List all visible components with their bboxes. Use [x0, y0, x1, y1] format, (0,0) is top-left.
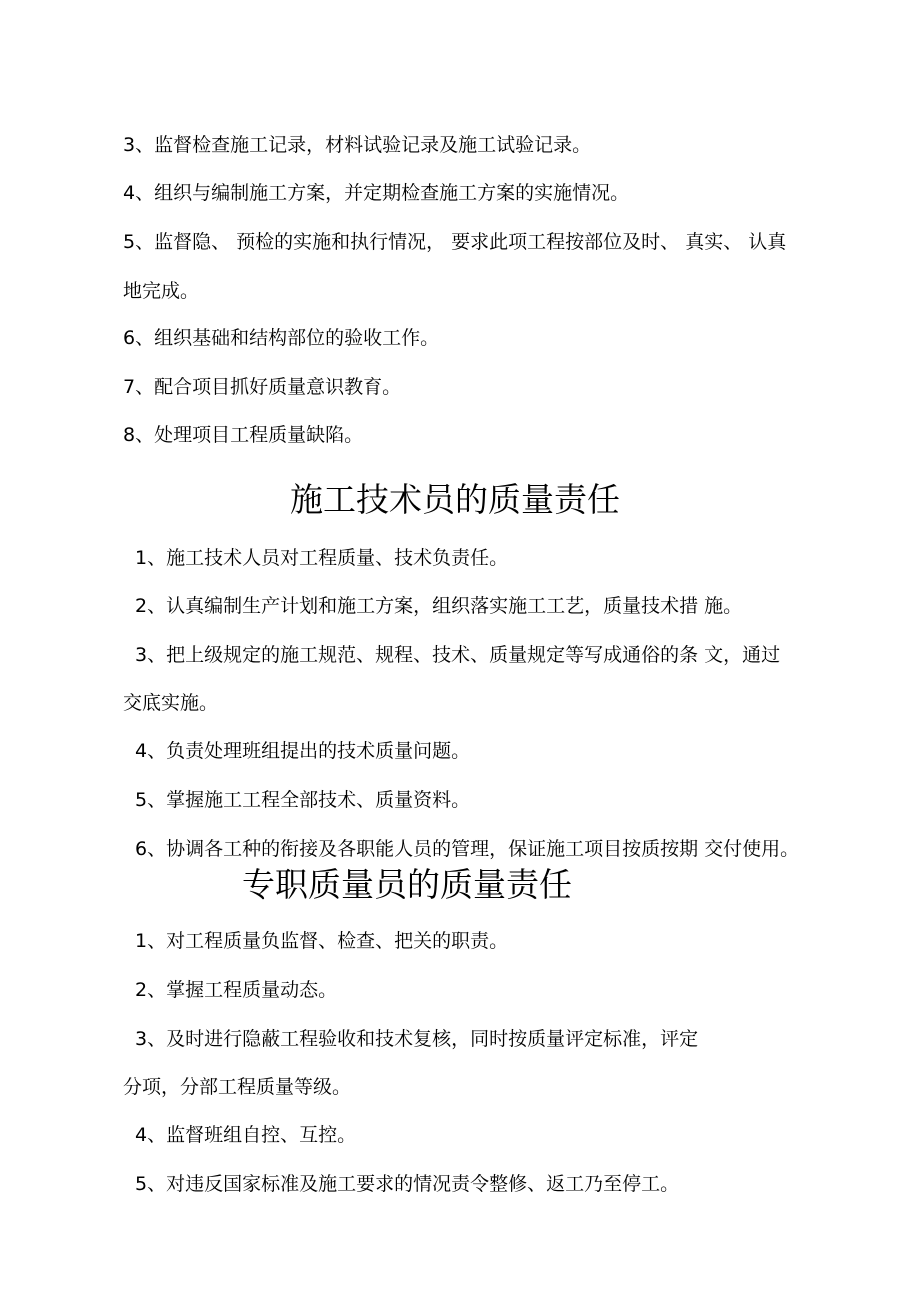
quality-item-4: 4、监督班组自控、互控。	[135, 1124, 357, 1146]
prev-item-7: 7、配合项目抓好质量意识教育。	[123, 376, 402, 398]
section-title-tech: 施工技术员的质量责任	[290, 480, 620, 519]
quality-item-3-cont: 分项，分部工程质量等级。	[123, 1076, 352, 1098]
tech-item-3: 3、把上级规定的施工规范、规程、技术、质量规定等写成通俗的条 文，通过	[135, 644, 781, 666]
prev-item-5: 5、监督隐、 预检的实施和执行情况， 要求此项工程按部位及时、 真实、 认真	[123, 231, 787, 253]
section-title-quality: 专职质量员的质量责任	[242, 865, 572, 904]
prev-item-6: 6、组织基础和结构部位的验收工作。	[123, 327, 440, 349]
prev-item-8: 8、处理项目工程质量缺陷。	[123, 424, 364, 446]
prev-item-3: 3、监督检查施工记录，材料试验记录及施工试验记录。	[123, 134, 592, 156]
tech-item-4: 4、负责处理班组提出的技术质量问题。	[135, 740, 471, 762]
tech-item-6: 6、协调各工种的衔接及各职能人员的管理，保证施工项目按质按期 交付使用。	[135, 838, 800, 860]
quality-item-1: 1、对工程质量负监督、检查、把关的职责。	[135, 930, 509, 952]
quality-item-5: 5、对违反国家标准及施工要求的情况责令整修、返工乃至停工。	[135, 1173, 680, 1195]
tech-item-2: 2、认真编制生产计划和施工方案，组织落实施工工艺，质量技术措 施。	[135, 595, 743, 617]
tech-item-1: 1、施工技术人员对工程质量、技术负责任。	[135, 547, 509, 569]
quality-item-3: 3、及时进行隐蔽工程验收和技术复核，同时按质量评定标准，评定	[135, 1028, 699, 1050]
prev-item-5-cont: 地完成。	[123, 280, 200, 302]
prev-item-4: 4、组织与编制施工方案，并定期检查施工方案的实施情况。	[123, 182, 630, 204]
tech-item-5: 5、掌握施工工程全部技术、质量资料。	[135, 789, 471, 811]
quality-item-2: 2、掌握工程质量动态。	[135, 979, 338, 1001]
tech-item-3-cont: 交底实施。	[123, 692, 219, 714]
